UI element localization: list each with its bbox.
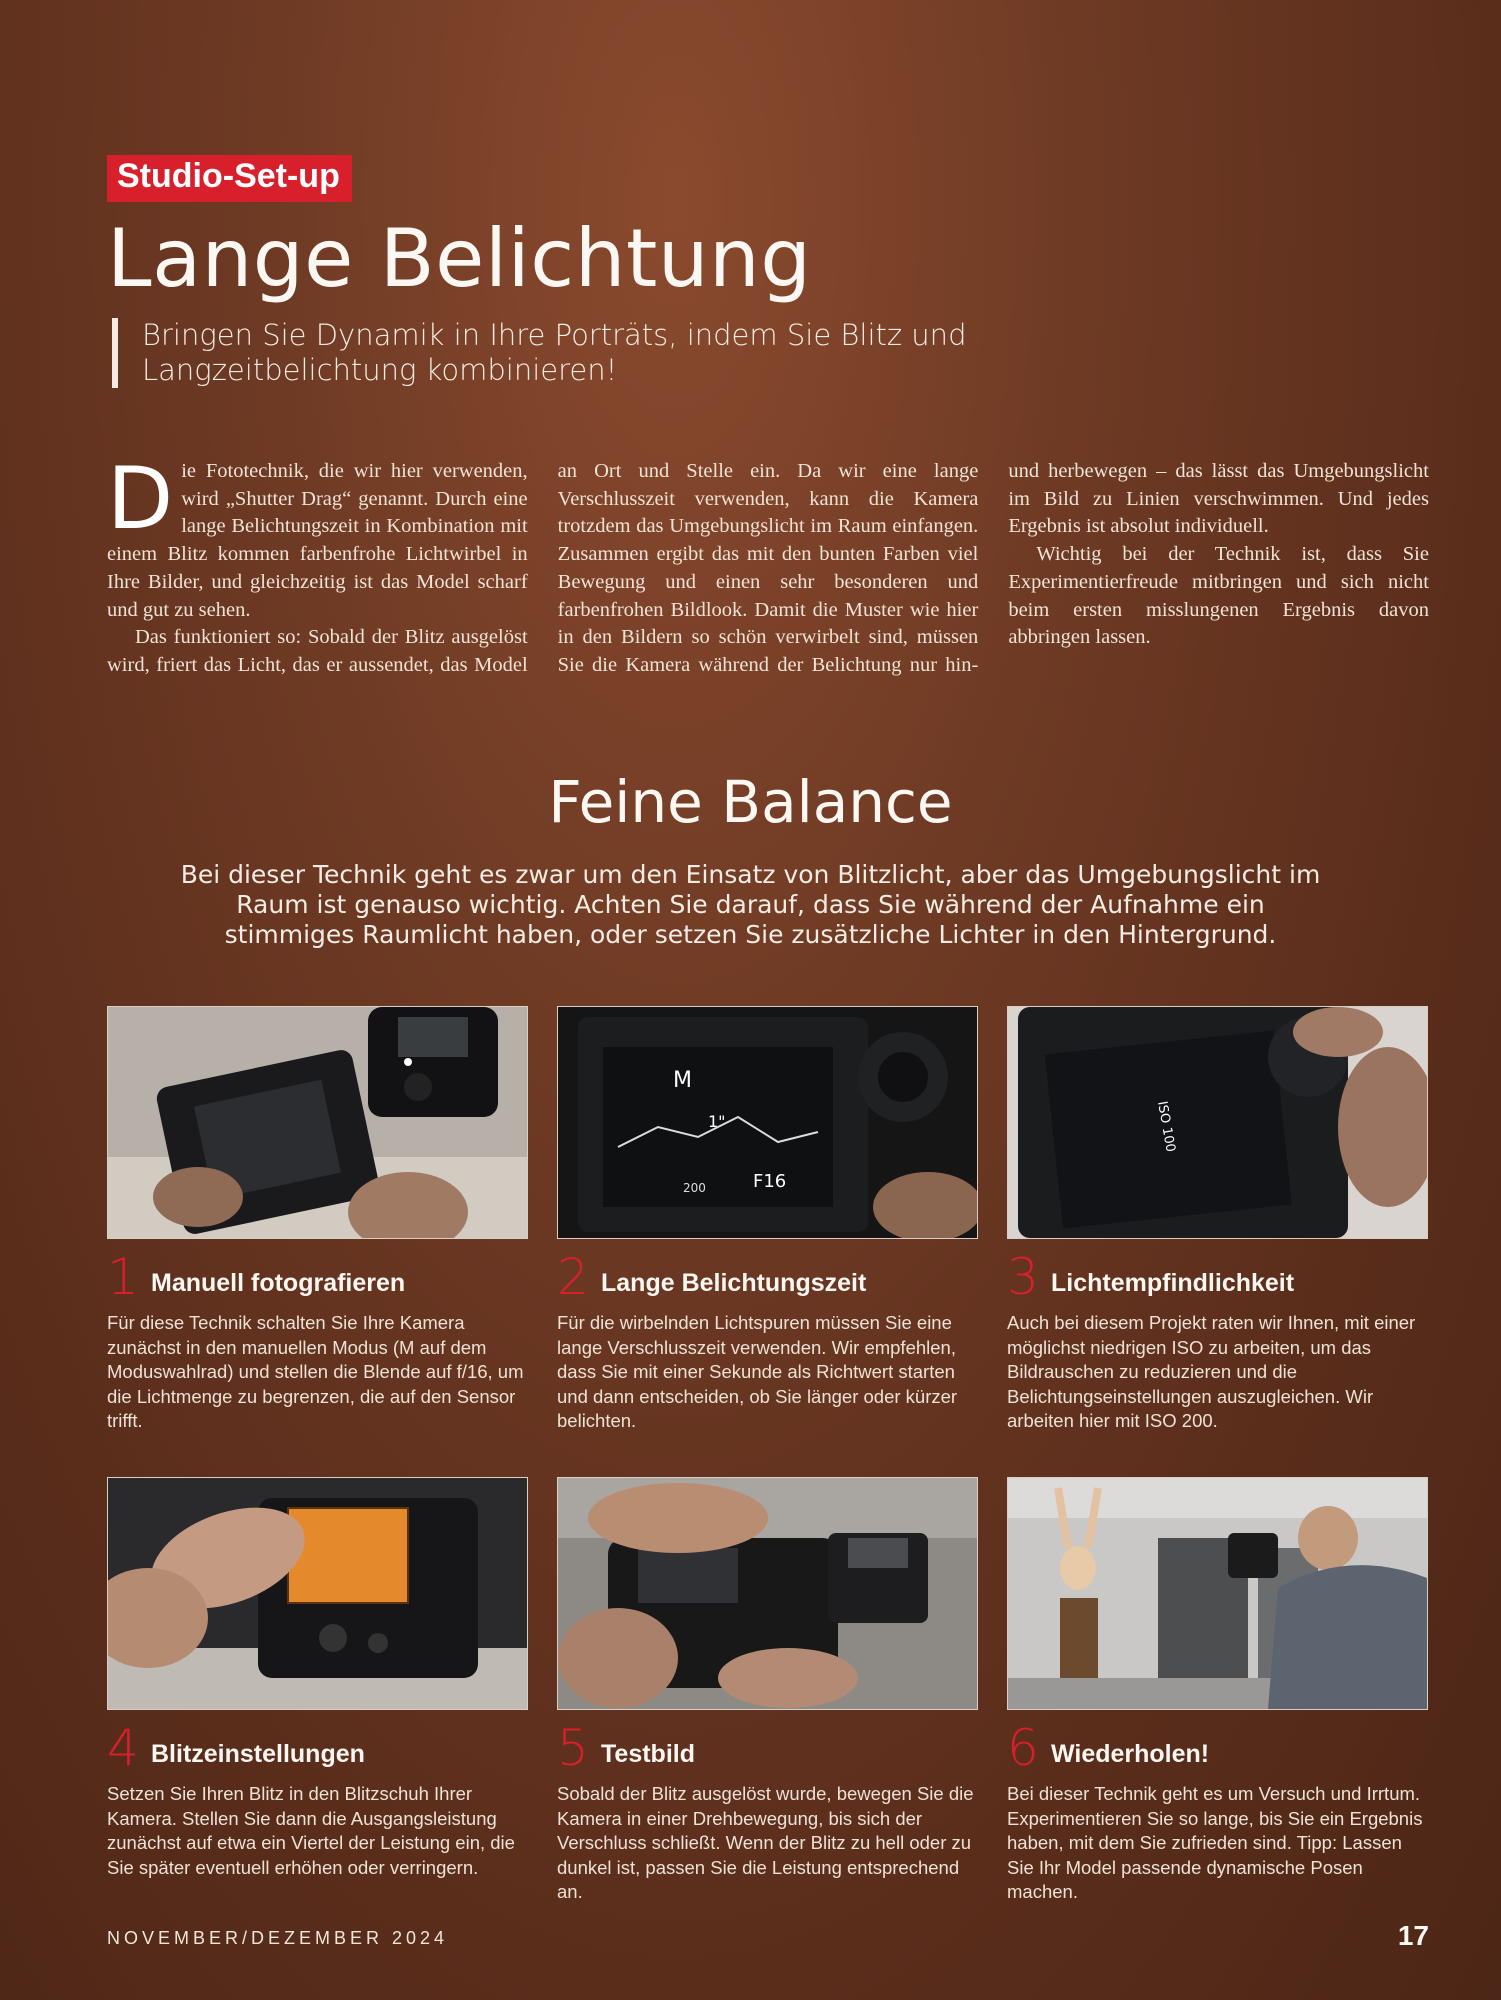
step-3-title: Lichtempfindlichkeit [1051, 1269, 1295, 1297]
studio-shoot-photo [1008, 1478, 1427, 1709]
drop-cap: D [107, 449, 174, 549]
step-1-number: 1 [107, 1248, 139, 1306]
step-5-photo [557, 1477, 978, 1710]
step-2-title: Lange Belichtungszeit [601, 1269, 867, 1297]
step-4-number: 4 [107, 1719, 139, 1777]
step-3-number: 3 [1007, 1248, 1039, 1306]
iso-menu-photo [1008, 1007, 1427, 1238]
camera-screen-photo [558, 1007, 977, 1238]
step-3-photo [1007, 1006, 1428, 1239]
issue-date: NOVEMBER/DEZEMBER 2024 [107, 1928, 449, 1948]
screen2-iso-label: 200 [683, 1181, 706, 1195]
article-title: Lange Belichtung [107, 212, 812, 305]
step-5-number: 5 [557, 1719, 589, 1777]
flash-settings-photo [108, 1478, 527, 1709]
step-3 [1007, 1006, 1428, 1434]
screen2-mode-label: M [673, 1068, 692, 1093]
intro-text [107, 449, 1429, 680]
step-1 [107, 1006, 528, 1434]
step-4-text: Setzen Sie Ihren Blitz in den Blitzschuh Ihrer Kamera. Stellen Sie dann die Ausgangsleistung zunächst auf etwa ein Viertel der Leistung ein, die Sie später eventuell erhöhen oder verringern. [107, 1783, 515, 1878]
step-4 [107, 1477, 528, 1880]
step-6 [1007, 1477, 1428, 1905]
intro-paragraph-1-text: ie Fototechnik, die wir hier verwenden, wird „Shutter Drag“ genannt. Durch eine lange Belichtungszeit in Kombination mit einem Blitz kommen farbenfrohe Lichtwirbel in Ihre Bilder, und gleichzeitig ist das Model scharf und gut zu sehen. [107, 460, 528, 621]
intro-paragraph-2: Das funktioniert so: Sobald der Blitz ausgelöst wird, friert das Licht, das er aussendet, das Model an Ort und Stelle ein. Da wir eine lange Verschlusszeit verwenden, kann die Kamera trotzdem das Umgebungslicht im Raum einfangen. Zusammen ergibt das mit den bunten Farben viel Bewegung und einen sehr besonderen und farbenfrohen Bildlook. Damit die Muster wie hier in den Bildern so schön verwirbelt sind, müssen Sie die Kamera während der Belichtung nur hin- und herbewegen – das lässt das Umgebungslicht im Bild zu Linien verschwimmen. Und jedes Ergebnis ist absolut individuell. [107, 460, 1429, 676]
test-shot-photo [558, 1478, 977, 1709]
step-6-text: Bei dieser Technik geht es um Versuch und Irrtum. Experimentieren Sie so lange, bis Sie ein Ergebnis haben, mit dem Sie zufrieden sind. Tipp: Lassen Sie Ihr Model passende dynamische Posen machen. [1007, 1783, 1423, 1902]
section-lead: Bei dieser Technik geht es zwar um den Einsatz von Blitzlicht, aber das Umgebungslicht im Raum ist genauso wichtig. Achten Sie darauf, dass Sie während der Aufnahme ein stimmiges Raumlicht haben, oder setzen Sie zusätzliche Lichter in den Hintergrund. [180, 860, 1321, 949]
screen2-aperture-label: F16 [753, 1171, 787, 1192]
step-5-text: Sobald der Blitz ausgelöst wurde, bewegen Sie die Kamera in einer Drehbewegung, bis sich der Verschluss schließt. Wenn der Blitz zu hell oder zu dunkel ist, passen Sie die Leistung entsprechend an. [557, 1783, 974, 1902]
screen2-shutter-label: 1" [708, 1112, 726, 1131]
step-5-title: Testbild [601, 1740, 695, 1768]
step-1-text: Für diese Technik schalten Sie Ihre Kamera zunächst in den manuellen Modus (M auf dem Moduswahlrad) und stellen die Blende auf f/16, um die Lichtmenge zu begrenzen, die auf den Sensor trifft. [107, 1312, 524, 1431]
step-6-number: 6 [1007, 1719, 1039, 1777]
intro-paragraph-3: Wichtig bei der Technik ist, dass Sie Experimentierfreude mitbringen und sich nicht beim ersten misslungenen Ergebnis davon abbringen lassen. [1008, 543, 1429, 649]
article-standfirst: Bringen Sie Dynamik in Ihre Porträts, indem Sie Blitz und Langzeitbelichtung kombinieren! [112, 318, 1002, 388]
step-1-title: Manuell fotografieren [151, 1269, 406, 1297]
step-1-photo [107, 1006, 528, 1239]
intro-paragraph-1 [107, 449, 528, 624]
step-2 [557, 1006, 978, 1434]
screen3-iso-label: ISO 100 [1154, 1100, 1178, 1154]
step-1-heading [107, 1248, 528, 1306]
step-6-heading [1007, 1719, 1428, 1777]
step-6-photo [1007, 1477, 1428, 1710]
step-4-heading [107, 1719, 528, 1777]
step-4-title: Blitzeinstellungen [151, 1740, 365, 1768]
step-2-number: 2 [557, 1248, 589, 1306]
step-2-heading [557, 1248, 978, 1306]
step-2-text: Für die wirbelnden Lichtspuren müssen Sie eine lange Verschlusszeit verwenden. Wir empfehlen, dass Sie mit einer Sekunde als Richtwert starten und dann entscheiden, ob Sie länger oder kürzer belichten. [557, 1312, 958, 1431]
flash-screen-photo [108, 1007, 527, 1238]
step-6-title: Wiederholen! [1051, 1740, 1210, 1768]
step-3-text: Auch bei diesem Projekt raten wir Ihnen, mit einer möglichst niedrigen ISO zu arbeiten, um das Bildrauschen zu reduzieren und die Belichtungseinstellungen auszugleichen. Wir arbeiten hier mit ISO 200. [1007, 1312, 1416, 1431]
step-5 [557, 1477, 978, 1905]
step-5-heading [557, 1719, 978, 1777]
step-4-photo [107, 1477, 528, 1710]
step-3-heading [1007, 1248, 1428, 1306]
page-number: 17 [1397, 1920, 1429, 1951]
step-2-photo [557, 1006, 978, 1239]
section-kicker: Studio-Set-up [107, 155, 352, 202]
section-title: Feine Balance [548, 768, 953, 836]
